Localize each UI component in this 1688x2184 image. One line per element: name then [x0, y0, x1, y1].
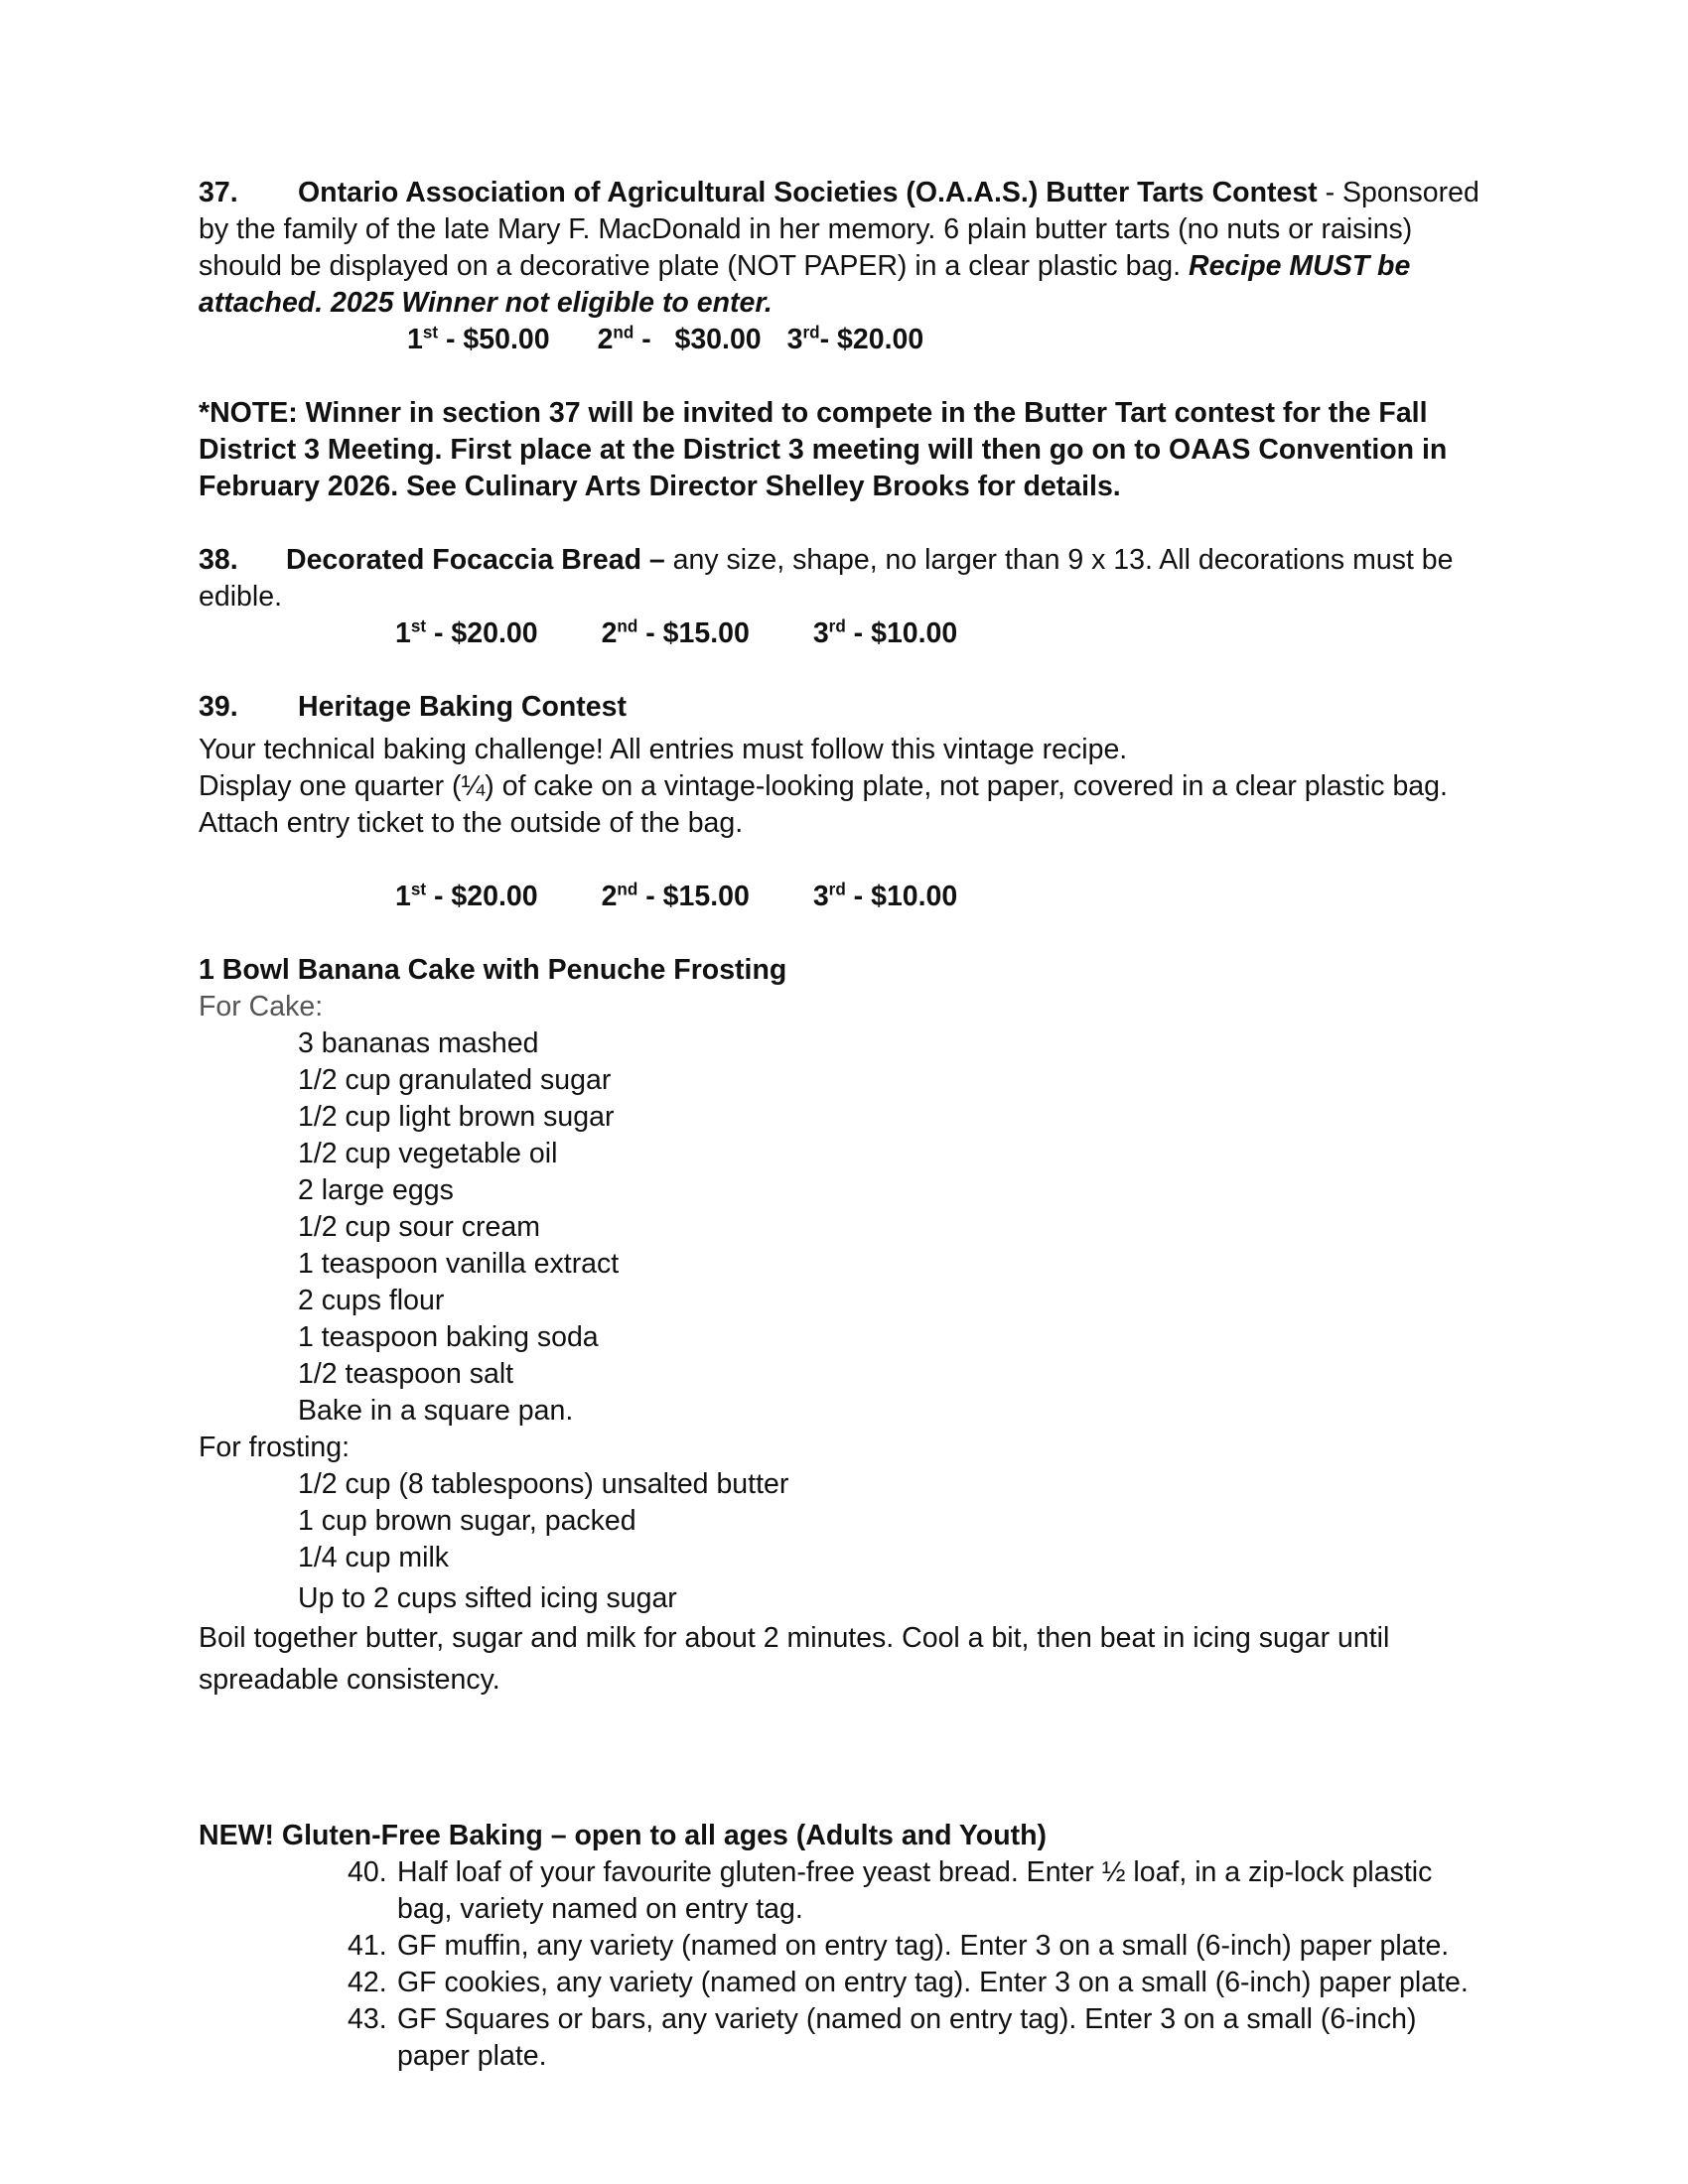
section-39 [199, 689, 1489, 726]
ingredient-item: 1 teaspoon baking soda [298, 1321, 599, 1353]
ingredient-item: 1/2 cup granulated sugar [298, 1064, 612, 1096]
prize-second: 2nd - $30.00 [597, 323, 762, 355]
prize-third: 3rd - $10.00 [812, 880, 958, 912]
gf-entry-41: 41. GF muffin, any variety (named on entry tag). Enter 3 on a small (6-inch) paper plate. [348, 1930, 1450, 1962]
section-37-number: 37. [199, 177, 238, 208]
cake-label: For Cake: [199, 991, 324, 1023]
prize-third: 3rd - $10.00 [812, 616, 958, 649]
section-38-description: any size, shape, no larger than 9 x 13. All decorations must be edible. [199, 544, 1454, 613]
section-39-number: 39. [199, 691, 238, 723]
section-39-line-2: Display one quarter (¼) of cake on a vintage-looking plate, not paper, covered in a clear plastic bag. [199, 770, 1448, 802]
section-37-prizes [199, 322, 1489, 358]
note-paragraph: *NOTE: Winner in section 37 will be invited to compete in the Butter Tart contest for the Fall District 3 Meeting. First place at the District 3 meeting will then go on to OAAS Convention in February 2026. See Culinary Arts Director Shelley Brooks for details. [199, 397, 1448, 502]
prize-second: 2nd - $15.00 [601, 880, 750, 912]
gf-entry-40: 40. Half loaf of your favourite gluten-free yeast bread. Enter ½ loaf, in a zip-lock plastic bag, variety named on entry tag. [348, 1856, 1433, 1925]
ingredient-item: 1/2 cup vegetable oil [298, 1138, 558, 1169]
document-page [199, 175, 1489, 2075]
section-39-line-1: Your technical baking challenge! All entries must follow this vintage recipe. [199, 734, 1128, 765]
frosting-label: For frosting: [199, 1432, 351, 1463]
cake-ingredient-list [199, 1025, 1489, 1430]
section-39-line-3: Attach entry ticket to the outside of the bag. [199, 807, 744, 839]
frosting-ingredient-list [199, 1466, 1489, 1617]
section-37-title: Ontario Association of Agricultural Societies (O.A.A.S.) Butter Tarts Contest [298, 177, 1318, 208]
section-38 [199, 542, 1489, 615]
recipe-title: 1 Bowl Banana Cake with Penuche Frosting [199, 954, 787, 986]
section-37-description: - Sponsored by the family of the late Mary F. MacDonald in her memory. 6 plain butter tarts (no nuts or raisins) should be displayed on a decorative plate (NOT PAPER) in a clear plastic bag. [199, 177, 1479, 282]
ingredient-item: 1/2 teaspoon salt [298, 1358, 514, 1390]
section-39-prizes [199, 879, 1489, 915]
section-38-title: Decorated Focaccia Bread – [286, 544, 665, 576]
ingredient-item: 1/2 cup sour cream [298, 1211, 540, 1243]
ingredient-item: 2 large eggs [298, 1174, 454, 1206]
prize-first: 1st - $20.00 [395, 616, 538, 649]
ingredient-item: 1/2 cup light brown sugar [298, 1101, 615, 1133]
gf-entry-list [199, 1854, 1489, 2075]
recipe-method: Boil together butter, sugar and milk for about 2 minutes. Cool a bit, then beat in icing sugar until spreadable consistency. [199, 1622, 1390, 1696]
ingredient-item: Up to 2 cups sifted icing sugar [298, 1582, 677, 1614]
gf-section-title: NEW! Gluten-Free Baking – open to all ages (Adults and Youth) [199, 1820, 1047, 1851]
ingredient-item: 3 bananas mashed [298, 1027, 539, 1059]
section-38-number: 38. [199, 544, 238, 576]
ingredient-item: 1 cup brown sugar, packed [298, 1505, 636, 1537]
section-38-prizes [199, 615, 1489, 652]
gf-entry-42: 42. GF cookies, any variety (named on entry tag). Enter 3 on a small (6-inch) paper plate. [348, 1967, 1469, 1998]
ingredient-item: 2 cups flour [298, 1285, 445, 1316]
ingredient-item: 1/2 cup (8 tablespoons) unsalted butter [298, 1468, 789, 1500]
prize-first: 1st - $20.00 [395, 880, 538, 912]
prize-first: 1st - $50.00 [407, 323, 550, 355]
section-37-emphasis: Recipe MUST be attached. 2025 Winner not eligible to enter. [199, 250, 1411, 319]
ingredient-item: 1 teaspoon vanilla extract [298, 1248, 620, 1280]
ingredient-item: 1/4 cup milk [298, 1542, 450, 1573]
ingredient-item: Bake in a square pan. [298, 1395, 574, 1427]
prize-third: 3rd- $20.00 [786, 323, 924, 355]
prize-second: 2nd - $15.00 [601, 616, 750, 649]
section-39-title: Heritage Baking Contest [298, 691, 627, 723]
gf-entry-43: 43. GF Squares or bars, any variety (named on entry tag). Enter 3 on a small (6-inch) paper plate. [348, 2003, 1417, 2072]
section-37 [199, 175, 1489, 322]
